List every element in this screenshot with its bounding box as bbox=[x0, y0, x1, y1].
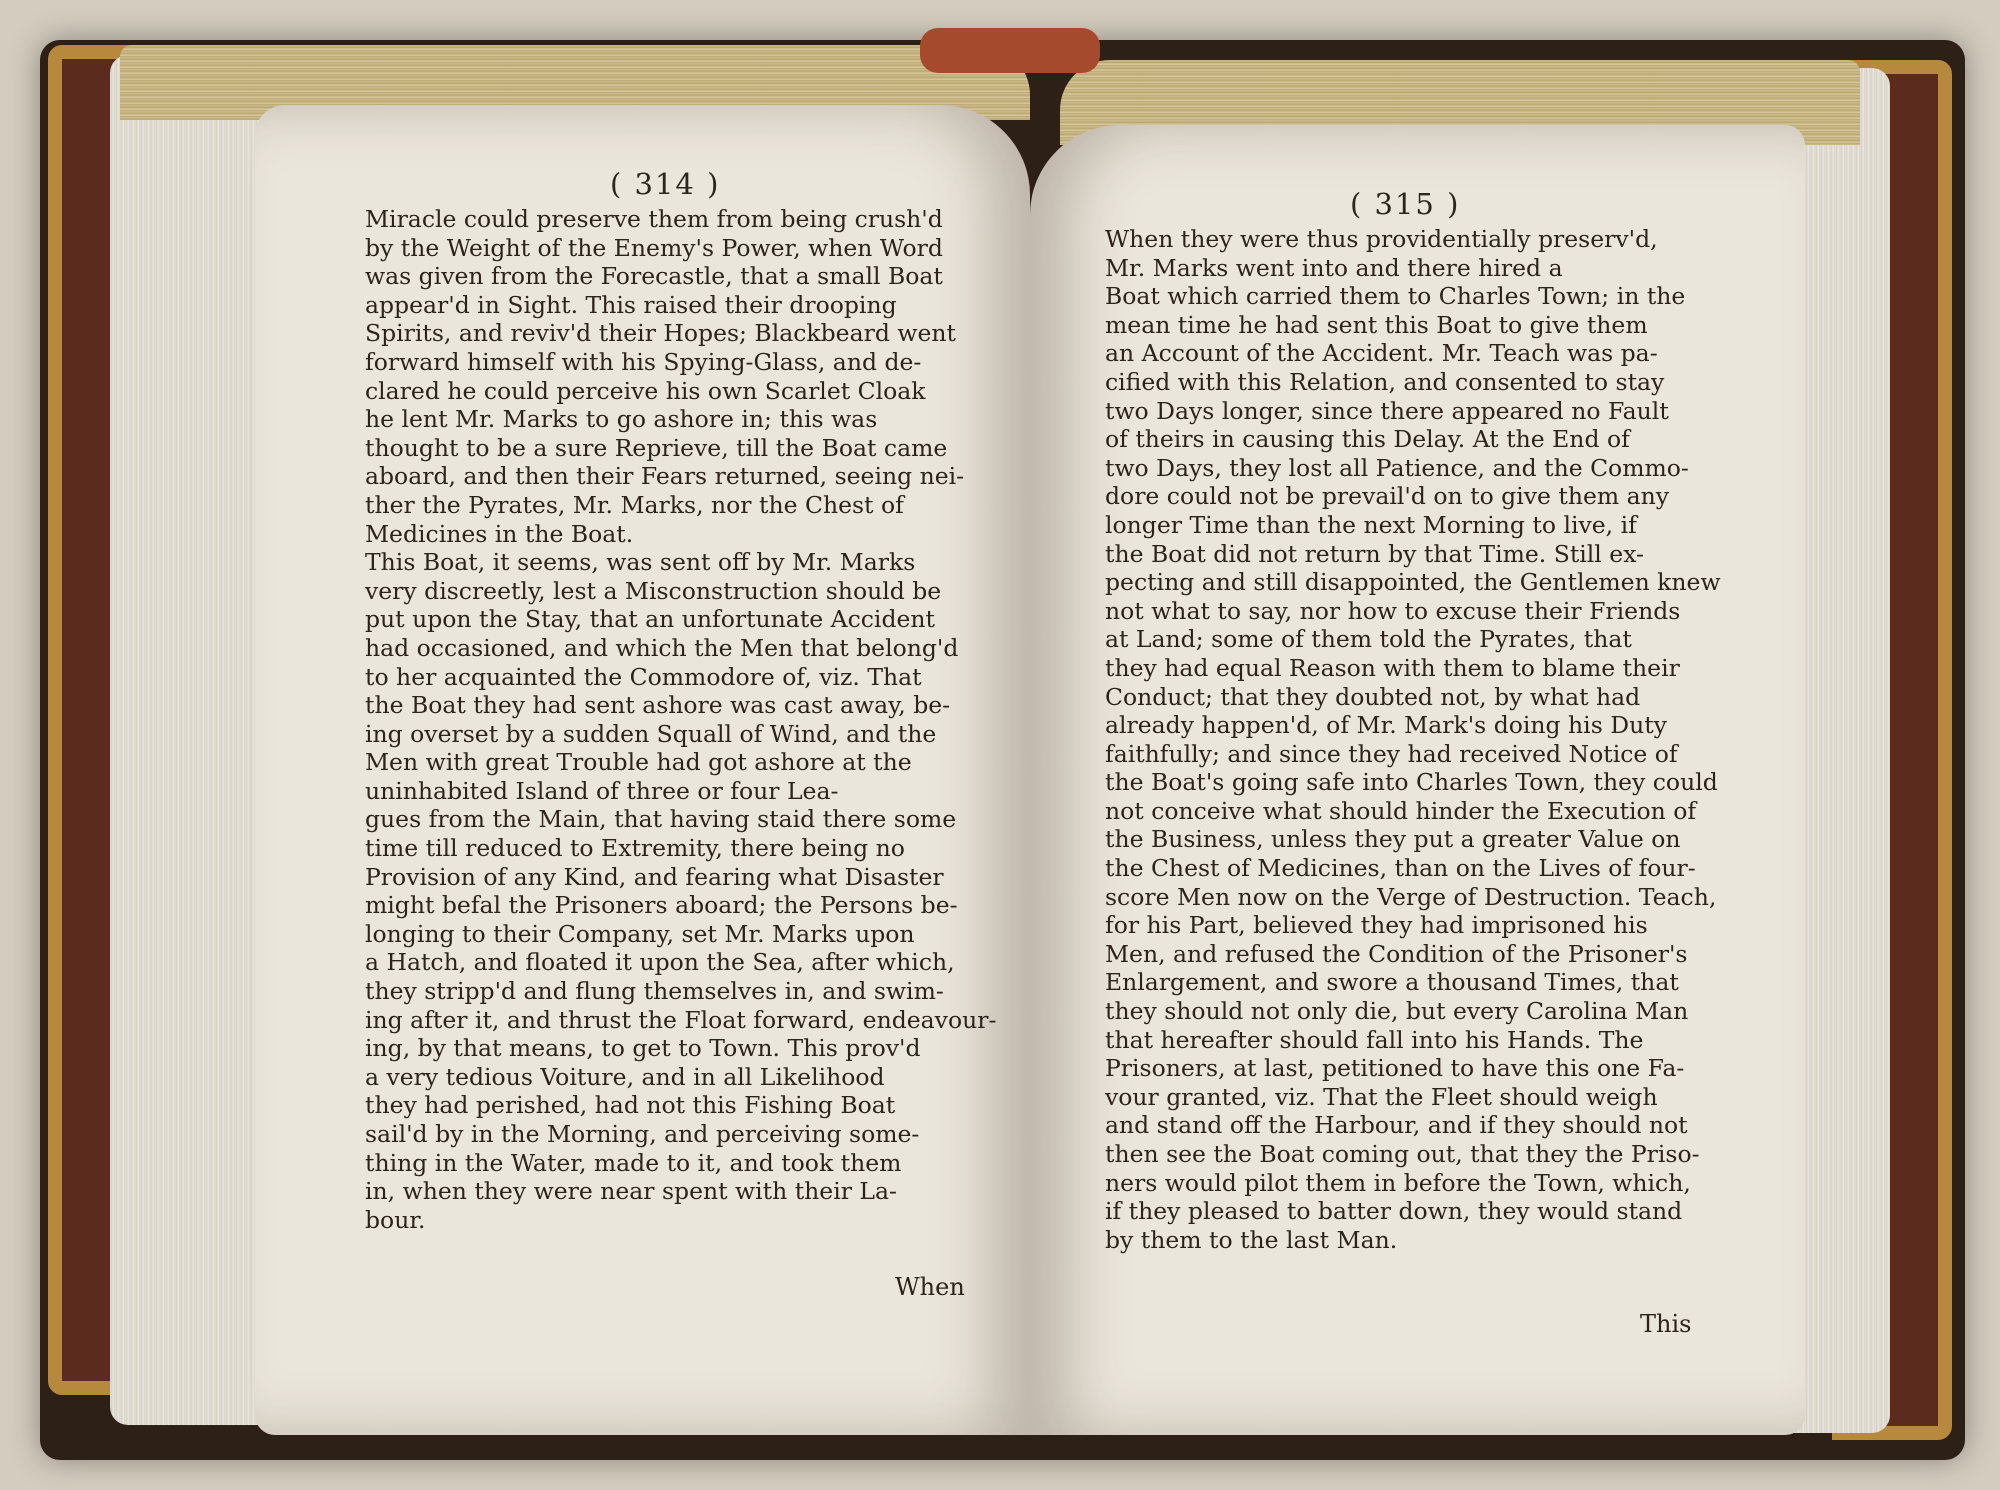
text-line: bour. bbox=[365, 1205, 426, 1234]
text-line: aboard, and then their Fears returned, seeing nei- bbox=[365, 462, 965, 491]
right-page-text bbox=[1105, 225, 1721, 1254]
text-line: and stand off the Harbour, and if they should not bbox=[1105, 1111, 1688, 1140]
text-line: Spirits, and reviv'd their Hopes; Blackbeard went bbox=[365, 319, 956, 348]
text-line: in, when they were near spent with their La- bbox=[365, 1177, 897, 1206]
text-line: cified with this Relation, and consented to stay bbox=[1105, 367, 1665, 396]
text-line: of theirs in causing this Delay. At the End of bbox=[1105, 425, 1630, 454]
text-line: vour granted, viz. That the Fleet should weigh bbox=[1105, 1082, 1658, 1111]
text-line: Mr. Marks went into and there hired a bbox=[1105, 253, 1563, 282]
text-line: two Days longer, since there appeared no Fault bbox=[1105, 396, 1669, 425]
text-line: by them to the last Man. bbox=[1105, 1225, 1398, 1254]
text-line: gues from the Main, that having staid there some bbox=[365, 805, 957, 834]
text-line: mean time he had sent this Boat to give them bbox=[1105, 310, 1648, 339]
text-line: a very tedious Voiture, and in all Likelihood bbox=[365, 1062, 885, 1091]
text-line: appear'd in Sight. This raised their drooping bbox=[365, 290, 897, 319]
text-line: time till reduced to Extremity, there being no bbox=[365, 834, 905, 863]
text-line: by the Weight of the Enemy's Power, when Word bbox=[365, 233, 943, 262]
text-line: longer Time than the next Morning to live, if bbox=[1105, 510, 1637, 539]
text-line: sail'd by in the Morning, and perceiving some- bbox=[365, 1120, 920, 1148]
text-line: might befal the Prisoners aboard; the Persons be- bbox=[365, 891, 958, 920]
text-line: Prisoners, at last, petitioned to have this one Fa- bbox=[1105, 1054, 1685, 1083]
text-line: forward himself with his Spying-Glass, and de- bbox=[365, 347, 922, 376]
text-line: clared he could perceive his own Scarlet Cloak bbox=[365, 376, 926, 405]
text-line: the Business, unless they put a greater Value on bbox=[1105, 825, 1681, 854]
text-line: uninhabited Island of three or four Lea- bbox=[365, 776, 839, 805]
text-line: two Days, they lost all Patience, and the Commo- bbox=[1105, 453, 1689, 482]
text-line: already happen'd, of Mr. Mark's doing his Duty bbox=[1105, 711, 1667, 740]
text-line: the Boat's going safe into Charles Town, they could bbox=[1105, 768, 1718, 797]
text-line: faithfully; and since they had received Notice of bbox=[1105, 739, 1678, 768]
text-line: they had equal Reason with them to blame their bbox=[1105, 653, 1680, 682]
text-line: ing overset by a sudden Squall of Wind, and the bbox=[365, 719, 937, 748]
text-line: then see the Boat coming out, that they the Priso- bbox=[1105, 1140, 1700, 1168]
text-line: they stripp'd and flung themselves in, and swim- bbox=[365, 977, 944, 1006]
bookmark-ribbon bbox=[920, 28, 1100, 73]
text-line: pecting and still disappointed, the Gentlemen knew bbox=[1105, 568, 1721, 597]
text-line: for his Part, believed they had imprisoned his bbox=[1105, 911, 1648, 940]
text-line: thing in the Water, made to it, and took them bbox=[365, 1148, 902, 1177]
text-line: not what to say, nor how to excuse their Friends bbox=[1105, 596, 1681, 625]
text-line: an Account of the Accident. Mr. Teach was pa- bbox=[1105, 339, 1658, 368]
text-line: dore could not be prevail'd on to give them any bbox=[1105, 482, 1670, 511]
text-line: ing after it, and thrust the Float forward, endeavour- bbox=[365, 1005, 997, 1034]
text-line: the Boat did not return by that Time. Still ex- bbox=[1105, 539, 1644, 568]
right-page-number: ( 315 ) bbox=[1350, 187, 1461, 221]
text-line: not conceive what should hinder the Execution of bbox=[1105, 796, 1697, 825]
text-line: Conduct; that they doubted not, by what had bbox=[1105, 682, 1641, 711]
left-page-number: ( 314 ) bbox=[610, 167, 721, 201]
text-line: they had perished, had not this Fishing Boat bbox=[365, 1091, 896, 1120]
text-line: Medicines in the Boat. bbox=[365, 519, 634, 548]
text-line: longing to their Company, set Mr. Marks upon bbox=[365, 919, 915, 948]
text-line: was given from the Forecastle, that a small Boat bbox=[365, 262, 943, 291]
text-line: at Land; some of them told the Pyrates, that bbox=[1105, 625, 1632, 654]
text-line: thought to be a sure Reprieve, till the Boat came bbox=[365, 433, 948, 462]
right-page bbox=[1030, 125, 1805, 1435]
left-fore-edge bbox=[110, 55, 260, 1425]
text-line: they should not only die, but every Carolina Man bbox=[1105, 997, 1689, 1026]
text-line: Enlargement, and swore a thousand Times, that bbox=[1105, 968, 1679, 997]
text-line: very discreetly, lest a Misconstruction should be bbox=[365, 576, 942, 605]
right-catchword: This bbox=[1640, 1310, 1692, 1338]
text-line: When they were thus providentially preserv'd, bbox=[1105, 225, 1658, 253]
text-line: put upon the Stay, that an unfortunate Accident bbox=[365, 605, 935, 634]
text-line: that hereafter should fall into his Hands. The bbox=[1105, 1025, 1644, 1054]
text-line: ther the Pyrates, Mr. Marks, nor the Chest of bbox=[365, 490, 904, 519]
text-line: had occasioned, and which the Men that belong'd bbox=[365, 633, 959, 662]
text-line: to her acquainted the Commodore of, viz. That bbox=[365, 662, 922, 691]
text-line: Provision of any Kind, and fearing what Disaster bbox=[365, 862, 944, 891]
text-line: if they pleased to batter down, they would stand bbox=[1105, 1197, 1683, 1226]
text-line: Men with great Trouble had got ashore at the bbox=[365, 748, 912, 777]
left-page-text bbox=[365, 205, 997, 1234]
text-line: This Boat, it seems, was sent off by Mr. Marks bbox=[365, 548, 916, 577]
left-catchword: When bbox=[895, 1273, 965, 1301]
text-line: he lent Mr. Marks to go ashore in; this was bbox=[365, 405, 878, 434]
left-page bbox=[255, 105, 1030, 1435]
text-line: ing, by that means, to get to Town. This prov'd bbox=[365, 1034, 921, 1063]
text-line: ners would pilot them in before the Town, which, bbox=[1105, 1168, 1691, 1197]
text-line: Boat which carried them to Charles Town; in the bbox=[1105, 282, 1686, 311]
text-line: the Boat they had sent ashore was cast away, be- bbox=[365, 691, 951, 720]
text-line: score Men now on the Verge of Destruction. Teach, bbox=[1105, 882, 1717, 911]
text-line: Miracle could preserve them from being crush'd bbox=[365, 205, 943, 233]
text-line: a Hatch, and floated it upon the Sea, after which, bbox=[365, 948, 955, 977]
text-line: the Chest of Medicines, than on the Lives of four- bbox=[1105, 854, 1696, 883]
text-line: Men, and refused the Condition of the Prisoner's bbox=[1105, 939, 1688, 968]
